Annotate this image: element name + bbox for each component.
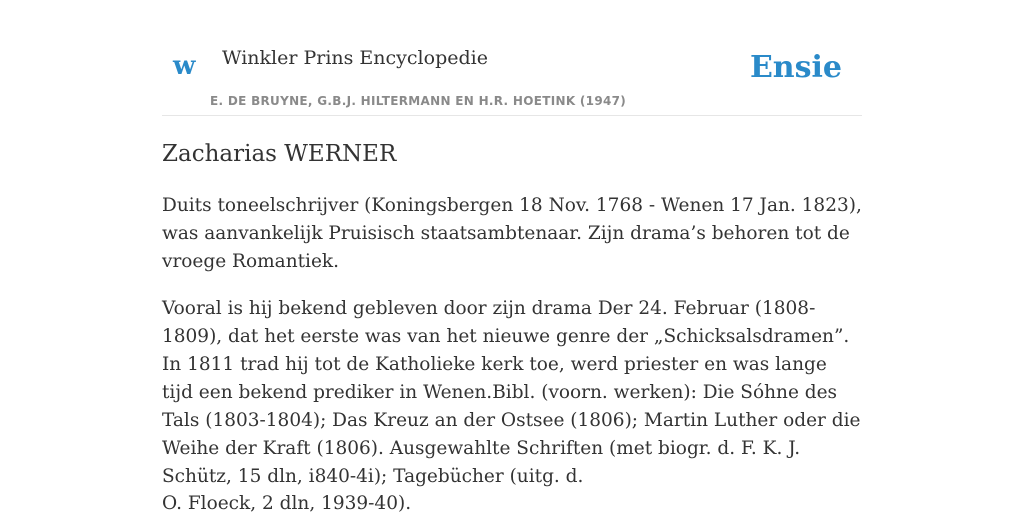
edition-subtitle: E. DE BRUYNE, G.B.J. HILTERMANN EN H.R. HOETINK (1947) (210, 94, 627, 108)
site-title[interactable]: Winkler Prins Encyclopedie (222, 47, 488, 69)
ensie-brand-logo[interactable]: Ensie (749, 50, 842, 85)
site-header (162, 0, 862, 116)
winkler-prins-logo[interactable]: w (173, 51, 196, 81)
article-paragraph: O. Floeck, 2 dln, 1939-40). (162, 493, 412, 512)
article-paragraph: Vooral is hij bekend gebleven door zijn drama Der 24. Februar (1808-1809), dat het eerste was van het nieuwe genre der „Schicksalsdramen”. In 1811 trad hij tot de Katholieke kerk toe, werd priester en was lange tijd een bekend prediker in Wenen.Bibl. (voorn. werken): Die Sóhne des Tals (1803-1804); Das Kreuz an der Ostsee (1806); Martin Luther oder die Weihe der Kraft (1806). Ausgewahlte Schriften (met biogr. d. F. K. J. Schütz, 15 dln, i840-4i); Tagebücher (uitg. d. (162, 298, 861, 487)
article-title: Zacharias WERNER (162, 141, 397, 167)
page-container (162, 0, 862, 512)
article-paragraph: Duits toneelschrijver (Koningsbergen 18 Nov. 1768 - Wenen 17 Jan. 1823), was aanvankelijk Pruisisch staatsambtenaar. Zijn drama’s behoren tot de vroege Romantiek. (162, 195, 862, 272)
